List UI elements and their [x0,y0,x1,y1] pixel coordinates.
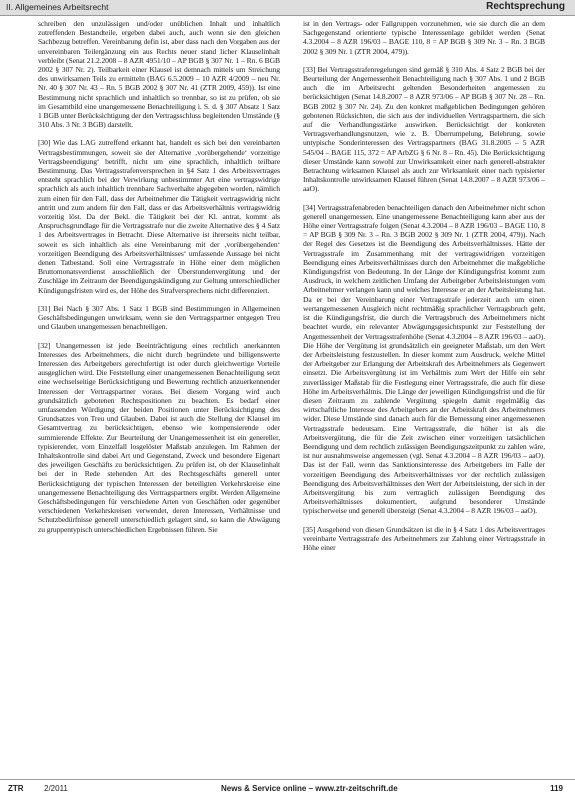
journal-abbreviation: ZTR [8,784,24,793]
paragraph: ist in den Vertrags- oder Fallgruppen vorzunehmen, wie sie durch die an dem Sachgegenstand orientierte typische Interessenlage gebildet werden (Senat 4.3.2004 – 8 AZR 196/03 – BAGE 110, 8 = AP BGB § 309 Nr. 3 – Rn. 3 BGB 2002 § 309 Nr. 1 (ZTR 2004, 479)). [303,19,545,56]
left-column [38,19,280,777]
footer-website: News & Service online – www.ztr-zeitschrift.de [221,784,398,793]
paragraph: [33] Bei Vertragsstrafenregelungen sind gemäß § 310 Abs. 4 Satz 2 BGB bei der Beurteilung der Angemessenheit Benachteiligung nach § 307 Abs. 1 und 2 BGB auch die im Arbeitsrecht geltenden Besonderheiten angemessen zu berücksichtigen (Senat 14.8.2007 – 8 AZR 973/06 – AP BGB § 307 Nr. 28 – Rn. BGB 2002 § 307 Nr. 24). Zu den konkret maßgeblichen Bedingungen gehören gebotenen Rücksichten, die sich aus der individuellen Vertragspartnern, die sich auf die Verhandlungsstärke auswirken. Berücksichtigt der konkreten Vertragsverhandlungsnutzen, wie z. B. Überrumpelung, Belehrung, sowie untypische Sonderinteressen des Vertragspartners (BAG 31.8.2005 – 5 AZR 545/04 – BAGE 115, 372 = AP ArbZG § 6 Nr. 8 – Rn. 45). Die Berücksichtigung dieser Umstände kann sowohl zur Unwirksamkeit einer nach generell-abstrakter Betrachtung wirksamen Klausel als auch zur Wirksamkeit einer nach typisierter Inhaltskontrolle unwirksamen Klausel führen (Senat 14.8.2007 – 8 AZR 973/06 – aaO). [303,64,545,194]
paragraph: [34] Vertragsstrafenabreden benachteiligen danach den Arbeitnehmer nicht schon generell unangemessen. Eine unangemessene Benachteiligung kann aber aus der Höhe einer Vertragsstrafe folgen (Senat 4.3.2004 – 8 AZR 196/03 – BAGE 110, 8 = AP BGB § 309 Nr. 3 – Rn. 3 BGB 2002 § 309 Nr. 1 (ZTR 2004, 479)). Nach der Regel des Gesetzes ist die Beendigung des Arbeitsverhältnisses. Hätte der Vertragsstrafe im Zusammenhang mit der vertragswidrigen vorzeitigen Beendigung eines Arbeitsverhältnisses durch den Arbeitnehmer die maßgebliche Kündigungsfrist von Bedeutung. In der Länge der Kündigungsfrist kommt zum Ausdruck, in welchem zeitlichen Umfang der Arbeitgeber Arbeitsleistungen vom Arbeitnehmer verlangen kann und welches Interesse er an der Arbeitsleistung hat. Da er bei der Vereinbarung einer Vertragsstrafe jederzeit auch um einen wertangemessenen Ausgleich nicht rechtmäßig sprachlicher Vertragsbruch geht, ist die Kündigungsfrist, die durch die Vertragsbruch des Arbeitnehmers nicht beachtet wurde, ein relevanter Abwägungsgesichtspunkt zur Feststellung der Angemessenheit der Vertragsstrafenhöhe (Senat 4.3.2004 – 8 AZR 196/03 – aaO). Die Höhe der Vergütung ist grundsätzlich ein geeigneter Maßstab, um den Wert der Arbeitsleistung festzustellen. In dieser kommt zum Ausdruck, welche Mittel der Arbeitgeber zur Erlangung der Arbeitskraft des Arbeitnehmers als Gegenwert einsetzt. Die Arbeitsvergütung ist im Verhältnis zum Wert der Hilfe ein sehr zuverlässiger Maßstab für die Festlegung einer Vertragsstrafe, die auch für diese Höhe im Arbeitsverhältnis. Die Länge der jeweiligen Kündigungsfrist und die für diesen Zeitraum zu zahlende Vergütung spiegeln damit regelmäßig das wirtschaftliche Interesse des Arbeitgebers an der Arbeitskraft des Arbeitnehmers wider. Diese Umstände sind danach auch für die Bemessung einer angemessenen Vertragsstrafe bedeutsam. Eine Vertragsstrafe, die höher ist als die Arbeitsvergütung, die für die Zeit zwischen einer vorzeitigen tatsächlichen Beendigung und dem rechtlich zulässigen Beendigungszeitpunkt zu zahlen wäre, ist nur ausnahmsweise angemessen (vgl. Senat 4.3.2004 – 8 AZR 196/03 – aaO). Das ist der Fall, wenn das Sanktionsinteresse des Arbeitgebers im Falle der vorzeitigen Beendigung des Arbeitsverhältnisses vor der rechtlich zulässigen Beendigung des Arbeitsverhältnisses den Wert der Arbeitsleistung, der sich in der Arbeitsvergütung bis zum vertraglich zulässigen Beendigung des Arbeitsverhältnisses dokumentiert, aufgrund besonderer Umstände typischerweise und generell übersteigt (Senat 4.3.2004 – 8 AZR 196/03 – aaO). [303,202,545,516]
paragraph: [31] Bei Nach § 307 Abs. 1 Satz 1 BGB sind Bestimmungen in Allgemeinen Geschäftsbedingungen unwirksam, wenn sie den Vertragspartner entgegen Treu und Glauben unangemessen benachteiligen. [38,303,280,332]
issue-number: 2/2011 [44,784,68,793]
running-header [0,0,575,16]
right-column [303,19,545,777]
page-number: 119 [550,784,563,793]
paragraph: [30] Wie das LAG zutreffend erkannt hat, handelt es sich bei den vereinbarten Vertragsbestimmungen, soweit sie der Alternative ‚vorübergehende‘ vorzeitige Vertragsbeendigung‘ betrifft, nicht um eine sprachlich, inhaltlich teilbare Bestimmung. Das Vertragsstrafenversprechen in §4 Satz 1 des Arbeitsvertrages entsteht sprachlich bei der Verwirkung unbestimmter Art eine vertragswidrige sprachlich als auch inhaltlich trennbare Sachverhalte abgegeben worden, nämlich zum einen für den Fall, dass der Arbeitnehmer die Tätigkeit vertragswidrig nicht antritt und zum andern für den Fall, dass er das Arbeitsverhältnis vertragswidrig vorzeitig löst. Da der Bekl. die Tätigkeit bei der Kl. antrat, kommt als Anspruchsgrundlage für die Vertragsstrafe nur die zweite Alternative des § 4 Satz 1 des Arbeitsvertrages in Betracht. Diese Alternative ist ihrerseits nicht teilbar, soweit es sich inhaltlich als eine Vereinbarung mit der ‚vorübergehenden‘ vorzeitigen Beendigung des Arbeitsverhältnisses‘ umfassende Aussage bei nicht denen Tatbestand. Soll eine Vertragsstrafe in Höhe einer dem möglichen Bruttomonatsverdienst ausschließlich der Überstundenvergütung und der Zuschläge im Zeitraum der Beendigungskündigung zur Geltung unterschiedlicher Kündigungsfristen wird es, der Höhe des Strafversprechens nicht differenziert. [38,138,280,295]
page-footer [0,780,575,804]
section-title: II. Allgemeines Arbeitsrecht [6,2,109,12]
paragraph: [32] Unangemessen ist jede Beeinträchtigung eines rechtlich anerkannten Interesses des Arbeitnehmers, die nicht durch begründete und billigenswerte Interessen des Arbeitgebers gerechtfertigt ist oder durch gleichwertige Vorteile ausgeglichen wird. Die Feststellung einer unangemessenen Benachteiligung setzt eine wechselseitige Berücksichtigung und Bewertung rechtlich anzuerkennender Interessen der Vertragspartner voraus. Bei diesem Vorgang wird auch grundsätzlich gebotenen Rechtspositionen zu beachten. Es bedarf einer umfassenden Würdigung der beiden Positionen unter Berücksichtigung des Grundsatzes von Treu und Glauben. Dabei ist auch die Stellung der Klausel im Gesamtvertrag zu berücksichtigen, ebenso wie kompensierende oder summierende Effekte. Zur Beurteilung der Unangemessenheit ist ein genereller, typisierender, vom Einzelfall losgelöster Maßstab anzulegen. Im Rahmen der Inhaltskontrolle sind dabei Art und Gegenstand, Zweck und besondere Eigenart des jeweiligen Geschäfts zu berücksichtigen. Zu prüfen ist, ob der Klauselinhalt bei der in Rede stehenden Art des Rechtsgeschäfts generell unter Berücksichtigung der typischen Interessen der beteiligten Verkehrskreise eine unangemessene Benachteiligung des Vertragspartners ergibt. Werden Allgemeine Geschäftsbedingungen für verschiedene Arten von Geschäften oder gegenüber verschiedenen Verkehrskreisen verwendet, deren Interessen, Verhältnisse und Schutzbedürfnisse generell unterschiedlich gelagert sind, so kann die Abwägung zu gruppentypisch unterschiedlichen Ergebnissen führen. Sie [38,340,280,534]
paragraph: schreiben den unzulässigen und/oder unüblichen Inhalt und inhaltlich zutreffenden Bestandteile, ergeben dabei auch, auch wenn sie den gleichen Sachbezug betreffen. Vereinbarung defin ist, aber dass nach den Vorgaben aus der unvereinbaren Teilergänzung ein aus Rechts neuer stand licher Klauselinhalt verbleibt (Senat 21.2.2008 – 8 AZR 4951/10 – AP BGB § 307 Nr. 1 – Rn. 6 BGB 2002 § 307 Nr. 2). Teilbarkeit einer Klausel ist demnach mittels um Streichung des unwirksamen Teils zu ermitteln (BAG 6.5.2009 – 10 AZR 4/2009 – neu Nr. Nr. 40 § 307 Nr. 43 – Rn. 5 BGB 2002 § 307 Nr. 41 (ZTR 2009, 459)). Ist eine Bestimmung nicht sprachlich und inhaltlich so trennbar, so ist zu prüfen, ob sie im Gesamtbild eine unangemessene Benachteiligung i. S. d. § 307 Absatz 1 Satz 1 BGB unter Berücksichtigung der den Vertragsschluss begleitenden Umstände (§ 310 Abs. 3 Nr. 3 BGB) darstellt. [38,19,280,130]
paragraph: [35] Ausgehend von diesen Grundsätzen ist die in § 4 Satz 1 des Arbeitsvertrages vereinbarte Vertragsstrafe des Arbeitnehmers zur Zahlung einer Vertragsstrafe in Höhe einer [303,524,545,552]
category-label: Rechtsprechung [486,1,565,12]
